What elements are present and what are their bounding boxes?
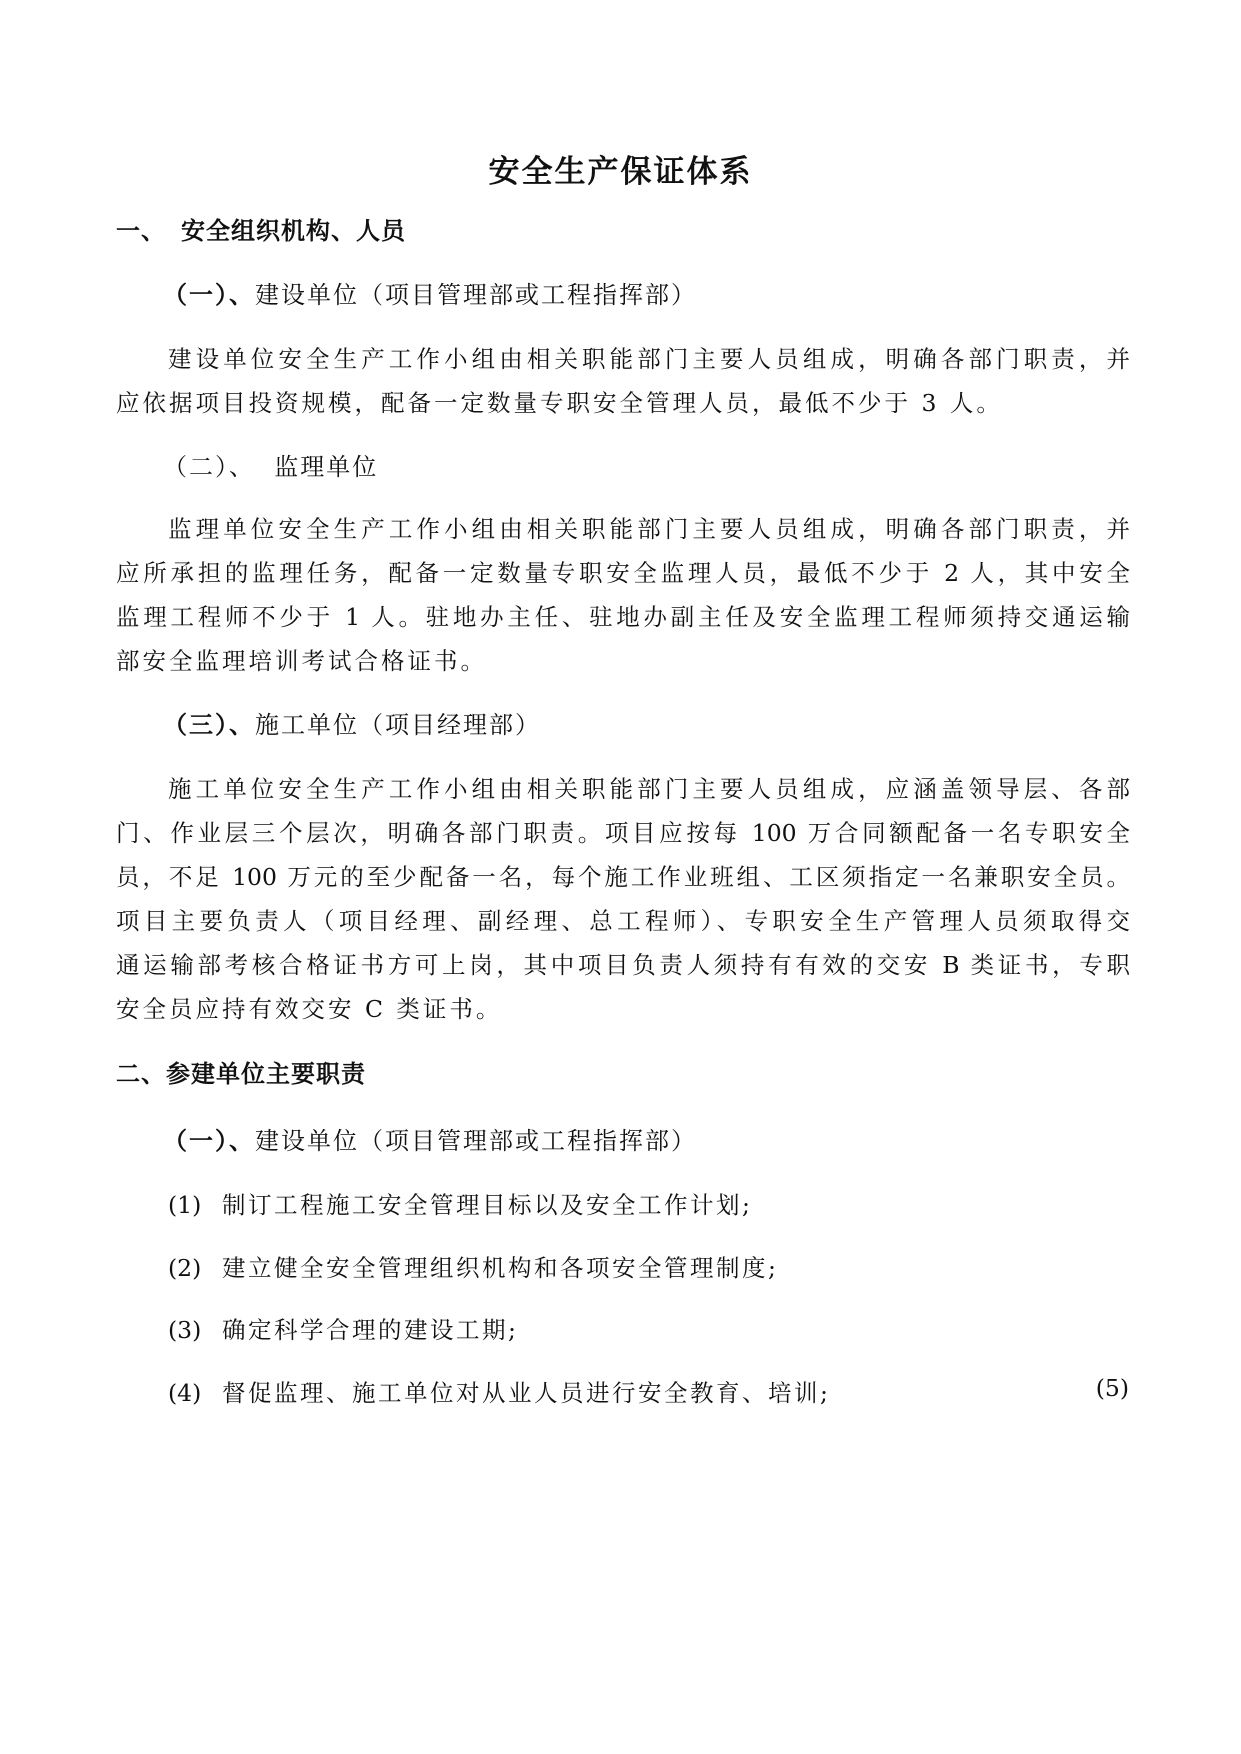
sub-heading-label: （二）、 xyxy=(163,453,255,481)
sub-heading-label: （三）、 xyxy=(163,711,255,739)
list-item-number: (1) xyxy=(168,1191,202,1219)
section-2-title: 参建单位主要职责 xyxy=(166,1060,366,1088)
section-1-sub-3-heading xyxy=(163,705,541,740)
paragraph-line: 项目主要负责人（项目经理、副经理、总工程师）、专职安全生产管理人员须取得交 xyxy=(116,907,1130,935)
list-item-text: 建立健全安全管理组织机构和各项安全管理制度; xyxy=(222,1254,779,1282)
section-1-title: 安全组织机构、人员 xyxy=(181,217,406,245)
section-1-number: 一、 xyxy=(116,217,166,245)
paragraph-line: 建设单位安全生产工作小组由相关职能部门主要人员组成，明确各部门职责，并 xyxy=(168,345,1130,373)
sub-heading-text: 施工单位（项目经理部） xyxy=(255,711,541,739)
list-item-text: 制订工程施工安全管理目标以及安全工作计划; xyxy=(222,1191,753,1219)
paragraph-line: 部安全监理培训考试合格证书。 xyxy=(116,647,487,675)
sub-heading-label: （一）、 xyxy=(163,281,255,309)
section-1-heading xyxy=(116,211,406,246)
list-item-number: (3) xyxy=(168,1316,202,1344)
section-1-sub-2-heading xyxy=(163,447,378,482)
list-item xyxy=(168,1374,830,1408)
paragraph-line: 员，不足 100 万元的至少配备一名，每个施工作业班组、工区须指定一名兼职安全员。 xyxy=(116,863,1130,891)
paragraph-line: 施工单位安全生产工作小组由相关职能部门主要人员组成，应涵盖领导层、各部 xyxy=(168,775,1130,803)
section-2-heading xyxy=(116,1054,366,1089)
section-2-sub-1-heading xyxy=(163,1121,697,1156)
list-item-number: (2) xyxy=(168,1254,202,1282)
list-item xyxy=(168,1249,778,1283)
list-item-number: (4) xyxy=(168,1379,202,1407)
paragraph-line: 门、作业层三个层次，明确各部门职责。项目应按每 100 万合同额配备一名专职安全 xyxy=(116,819,1130,847)
document-title: 安全生产保证体系 xyxy=(488,154,753,190)
paragraph-line: 安全员应持有效交安 C 类证书。 xyxy=(116,995,503,1023)
paragraph-line: 监理工程师不少于 1 人。驻地办主任、驻地办副主任及安全监理工程师须持交通运输 xyxy=(116,603,1130,631)
paragraph-line: 监理单位安全生产工作小组由相关职能部门主要人员组成，明确各部门职责，并 xyxy=(168,515,1130,543)
list-item xyxy=(168,1186,752,1220)
paragraph-line: 应所承担的监理任务，配备一定数量专职安全监理人员，最低不少于 2 人，其中安全 xyxy=(116,559,1130,587)
section-1-sub-1-heading xyxy=(163,275,697,310)
paragraph-line: 通运输部考核合格证书方可上岗，其中项目负责人须持有有效的交安 B 类证书，专职 xyxy=(116,951,1130,979)
list-item xyxy=(168,1311,518,1345)
sub-heading-label: （一）、 xyxy=(163,1127,255,1155)
section-2-number: 二、 xyxy=(116,1060,166,1088)
list-item-text: 督促监理、施工单位对从业人员进行安全教育、培训; xyxy=(222,1379,831,1407)
paragraph-line: 应依据项目投资规模，配备一定数量专职安全管理人员，最低不少于 3 人。 xyxy=(116,389,1003,417)
sub-heading-text: 建设单位（项目管理部或工程指挥部） xyxy=(255,281,697,309)
sub-heading-text: 监理单位 xyxy=(274,453,379,481)
list-item-number-continued: (5) xyxy=(1095,1374,1129,1402)
sub-heading-text: 建设单位（项目管理部或工程指挥部） xyxy=(255,1127,697,1155)
list-item-text: 确定科学合理的建设工期; xyxy=(222,1316,519,1344)
